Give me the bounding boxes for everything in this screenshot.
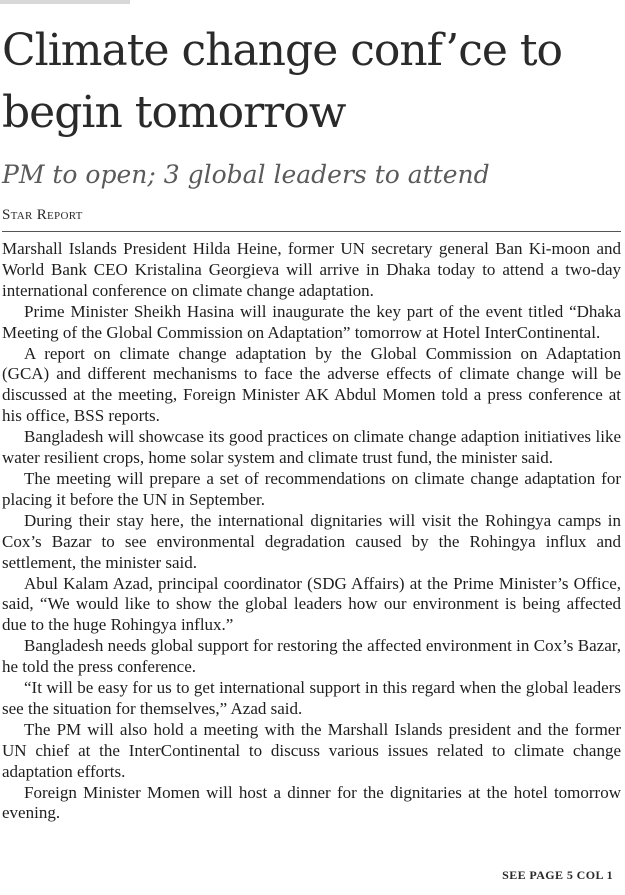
paragraph-1: Marshall Islands President Hilda Heine, former UN secretary general Ban Ki-moon and World Bank CEO Kristalina Georgieva will arrive in Dhaka today to attend a two-day international conference on climate change adaptation. [2, 239, 621, 300]
paragraph-5: The meeting will prepare a set of recommendations on climate change adaptation for placing it before the UN in September. [2, 468, 621, 509]
paragraph-4: Bangladesh will showcase its good practices on climate change adaption initiatives like water resilient crops, home solar system and climate trust fund, the minister said. [2, 427, 621, 468]
byline: Star Report [2, 207, 83, 223]
top-rule [0, 0, 130, 4]
article-body [2, 239, 621, 824]
paragraph-11: Foreign Minister Momen will host a dinner for the dignitaries at the hotel tomorrow evening. [2, 782, 621, 823]
continuation-line: SEE PAGE 5 COL 1 [502, 868, 613, 882]
byline-divider [2, 231, 621, 232]
paragraph-6: During their stay here, the international dignitaries will visit the Rohingya camps in Cox’s Bazar to see environmental degradation caused by the Rohingya influx and settlement, the minister said. [2, 510, 621, 572]
paragraph-10: The PM will also hold a meeting with the Marshall Islands president and the former UN chief at the InterContinental to discuss various issues related to climate change adaptation efforts. [2, 719, 621, 781]
paragraph-7: Abul Kalam Azad, principal coordinator (SDG Affairs) at the Prime Minister’s Office, said, “We would like to show the global leaders how our environment is being affected due to the huge Rohingya influx.” [2, 573, 621, 635]
subheadline: PM to open; 3 global leaders to attend [2, 160, 490, 189]
paragraph-3: A report on climate change adaptation by the Global Commission on Adaptation (GCA) and different mechanisms to face the adverse effects of climate change will be discussed at the meeting, Foreign Minister AK Abdul Momen told a press conference at his office, BSS reports. [2, 343, 621, 426]
paragraph-2: Prime Minister Sheikh Hasina will inaugurate the key part of the event titled “Dhaka Meeting of the Global Commission on Adaptation” tomorrow at Hotel InterContinental. [2, 301, 621, 342]
paragraph-9: “It will be easy for us to get international support in this regard when the global leaders see the situation for themselves,” Azad said. [2, 678, 621, 718]
paragraph-8: Bangladesh needs global support for restoring the affected environment in Cox’s Bazar, he told the press conference. [2, 636, 621, 677]
headline: Climate change conf’ce to begin tomorrow [2, 25, 563, 138]
